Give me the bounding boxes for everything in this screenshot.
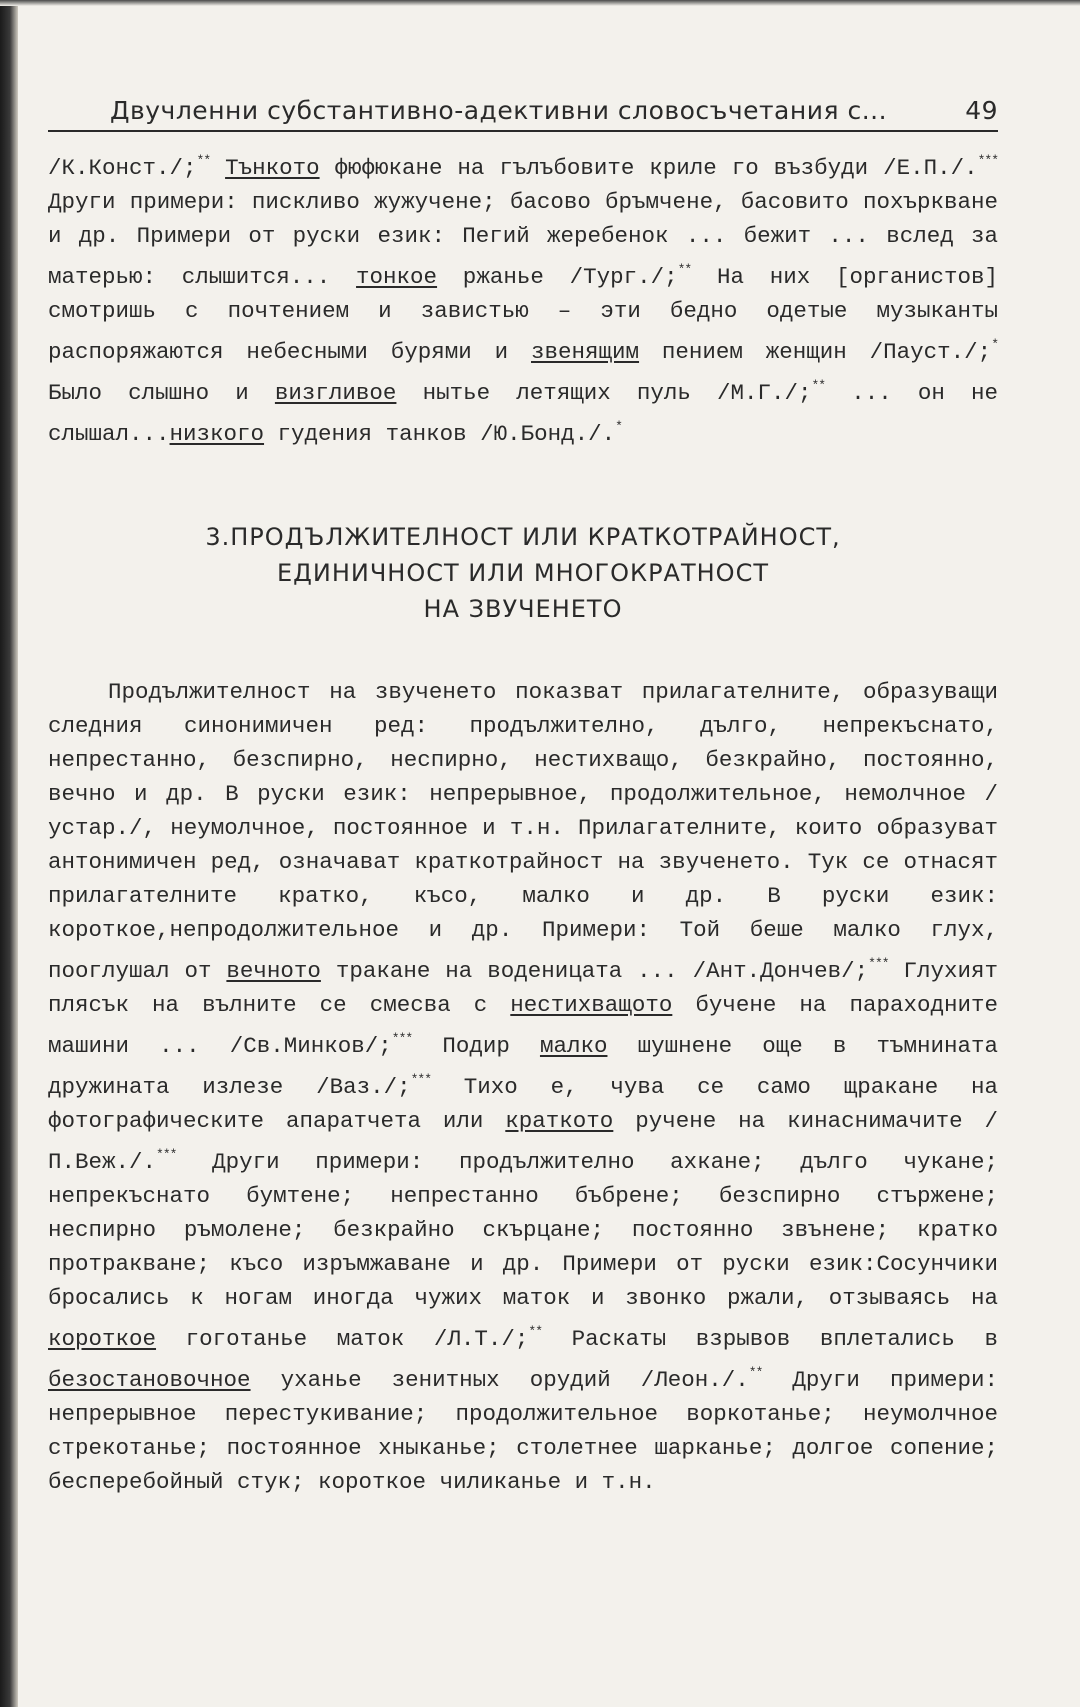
section-heading <box>48 519 998 627</box>
text-run: гудения танков /Ю.Бонд./. <box>264 421 616 447</box>
text-run: ручене на кинаснимачите /П.Веж./. <box>48 1108 999 1175</box>
page-top-edge <box>0 0 1080 6</box>
text-run: Раскаты взрывов вплетались в <box>542 1326 998 1352</box>
section-heading-line-3: НА ЗВУЧЕНЕТО <box>423 595 623 623</box>
underlined-word: вечното <box>226 958 321 984</box>
footnote-marker: *** <box>410 1072 432 1087</box>
text-run: нытье летящих пуль /М.Г./; <box>396 380 812 406</box>
text-run: шушнене още в тъмнината дружината излезе /Ваз./; <box>48 1033 998 1100</box>
text-run: Други примери: продължително ахкане; дълго чукане; непрекъснато бумтене; непрестанно бъбрене; безспирно стържене; неспирно ръмолене; безкрайно скърцане; постоянно звънене; кратко протракване; късо изръмжаване и др. Примери от руски език:Сосунчики бросались к ногам иногда чужих маток и звонко ржали, отзываясь на <box>48 1149 998 1311</box>
underlined-word: низкого <box>169 421 265 447</box>
underlined-word: короткое <box>48 1326 157 1352</box>
text-run: пением женщин /Пауст./; <box>639 339 992 365</box>
text-run: уханье зенитных орудий /Леон./. <box>250 1367 749 1393</box>
text-run: Други примери: пискливо жужучене; басово бръмчене, басовито похъркване и др. Примери от руски език: Пегий жеребенок ... бежит ... вслед за матерью: слышится... <box>48 189 998 290</box>
footnote-marker: *** <box>391 1031 413 1046</box>
footnote-marker: *** <box>977 153 998 168</box>
running-header <box>48 96 998 132</box>
footnote-marker: ** <box>677 262 692 277</box>
text-run: ... он не слышал... <box>48 380 999 447</box>
footnote-marker: *** <box>156 1147 177 1162</box>
text-run: Глухият плясък на вълните се смесва с <box>48 958 998 1018</box>
book-page <box>48 96 998 1499</box>
underlined-word: тонкое <box>356 264 438 290</box>
underlined-word: малко <box>539 1033 608 1059</box>
underlined-word: звенящим <box>531 339 640 365</box>
text-run: /К.Конст./; <box>48 155 197 181</box>
text-run: Тихо е, чува се само щракане на фотографическите апаратчета или <box>48 1074 998 1134</box>
underlined-word: Тънкото <box>225 155 320 181</box>
footnote-marker: *** <box>868 956 889 971</box>
text-run: На них [органистов] смотришь с почтением и завистью – эти бедно одетые музыканты распоряжаются небесными бурями и <box>48 264 998 365</box>
text-run <box>210 155 225 181</box>
underlined-word: визгливое <box>274 380 397 406</box>
underlined-word: краткото <box>505 1108 614 1134</box>
footnote-marker: ** <box>748 1365 763 1380</box>
text-run: Други примери: непрерывное перестукивание; продолжительное воркотанье; неумолчное стрекотанье; постоянное хныканье; столетнее шарканье; долгое сопение; бесперебойный стук; короткое чиликанье и т.н. <box>48 1367 998 1495</box>
footnote-marker: ** <box>196 153 211 168</box>
section-heading-line-1: 3.ПРОДЪЛЖИТЕЛНОСТ ИЛИ КРАТКОТРАЙНОСТ, <box>205 523 841 551</box>
footnote-marker: * <box>615 419 622 434</box>
book-binding-edge <box>0 0 18 1707</box>
text-run: бучене на параходните машини ... /Св.Минков/; <box>48 992 998 1059</box>
footnote-marker: ** <box>528 1324 543 1339</box>
text-run: ржанье /Тург./; <box>437 264 678 290</box>
paragraph-continued <box>48 144 998 451</box>
footnote-marker: ** <box>811 378 826 393</box>
text-run: гоготанье маток /Л.Т./; <box>156 1326 529 1352</box>
text-run: тракане на воденицата ... /Ант.Дончев/; <box>320 958 869 984</box>
footnote-marker: * <box>991 337 998 352</box>
page-number: 49 <box>965 96 998 125</box>
text-run: Продължителност на звученето показват прилагателните, образуващи следния синонимичен ред: продължително, дълго, непрекъснато, непрестанно, безспирно, неспирно, нестихващо, безкрайно, постоянно, вечно и др. В руски език: непрерывное, продолжительное, немолчное /устар./, неумолчное, постоянное и т.н. Прилагателните, които образуват антонимичен ред, означават краткотрайност на звученето. Тук се отнасят прилагателните кратко, късо, малко и др. В руски език: короткое,непродолжительное и др. Примери: Той беше малко глух, пооглушал от <box>48 679 998 984</box>
text-run: Подир <box>412 1033 540 1059</box>
text-run: Было слышно и <box>48 380 275 406</box>
underlined-word: безостановочное <box>48 1367 251 1393</box>
paragraph-section-body <box>48 675 998 1499</box>
underlined-word: нестихващото <box>510 992 673 1018</box>
running-header-title: Двучленни субстантивно-адективни словосъчетания с... <box>110 96 888 125</box>
text-run: фюфюкане на гълъбовите криле го възбуди /Е.П./. <box>319 155 978 181</box>
section-heading-line-2: ЕДИНИЧНОСТ ИЛИ МНОГОКРАТНОСТ <box>276 559 769 587</box>
